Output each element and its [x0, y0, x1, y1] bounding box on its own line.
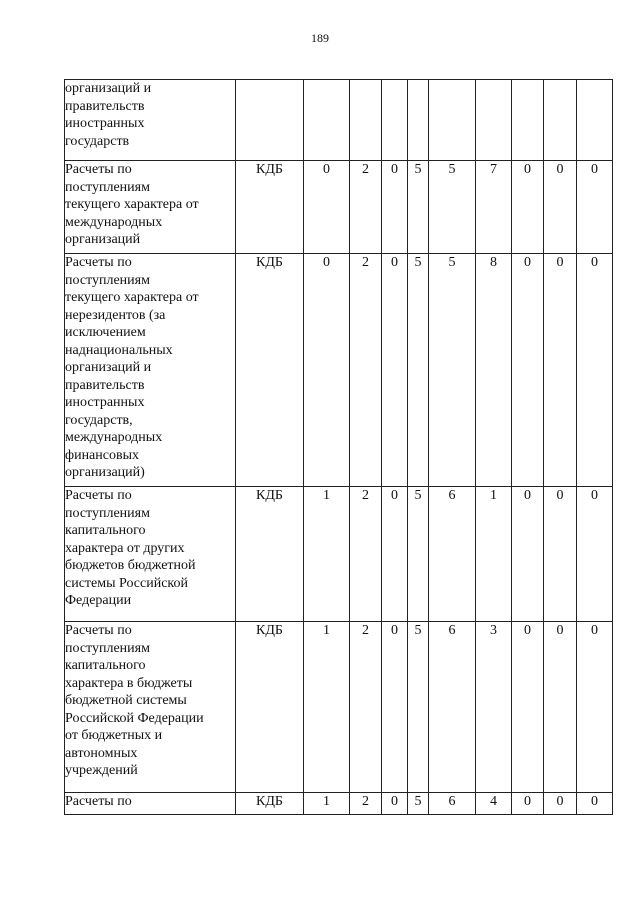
- digit-cell: 2: [350, 793, 382, 815]
- digit-cell: [429, 80, 476, 161]
- code-cell: КДБ: [236, 793, 304, 815]
- digit-cell: 5: [408, 622, 429, 793]
- row-name-line: Расчеты по: [65, 162, 132, 177]
- row-name-line: автономных: [65, 745, 138, 761]
- digit-cell: 5: [429, 254, 476, 487]
- row-name-line: Российской Федерации: [65, 710, 204, 726]
- row-name-line: Расчеты по: [65, 488, 132, 503]
- row-name-line: Федерации: [65, 593, 132, 608]
- digit-cell: 5: [429, 161, 476, 254]
- digit-cell: 0: [544, 161, 577, 254]
- digit-cell: 1: [304, 622, 350, 793]
- digit-cell: 0: [382, 487, 408, 622]
- table-row: [65, 487, 613, 622]
- row-name-line: характера от других: [65, 540, 185, 556]
- row-name-line: бюджетной системы: [65, 693, 187, 708]
- row-name-line: нерезидентов (за: [65, 307, 166, 323]
- code-cell: КДБ: [236, 487, 304, 622]
- digit-cell: 0: [577, 793, 613, 815]
- row-name-line: организаций и: [65, 360, 152, 375]
- digit-cell: 1: [304, 487, 350, 622]
- row-name-cell: [65, 161, 236, 254]
- digit-cell: 0: [512, 622, 544, 793]
- digit-cell: 2: [350, 254, 382, 487]
- row-name-cell: [65, 793, 236, 815]
- row-name-line: финансовых: [65, 447, 139, 463]
- digit-cell: 0: [577, 161, 613, 254]
- row-name-line: международных: [65, 430, 163, 445]
- row-name-cell: [65, 254, 236, 487]
- digit-cell: 0: [544, 487, 577, 622]
- row-name-line: системы Российской: [65, 575, 189, 591]
- digit-cell: 2: [350, 487, 382, 622]
- digit-cell: [350, 80, 382, 161]
- digit-cell: 0: [577, 622, 613, 793]
- digit-cell: 3: [476, 622, 512, 793]
- digit-cell: 0: [304, 254, 350, 487]
- row-name-line: Расчеты по: [65, 623, 132, 638]
- table-row: [65, 622, 613, 793]
- digit-cell: [408, 80, 429, 161]
- table-row: [65, 793, 613, 815]
- digit-cell: 5: [408, 254, 429, 487]
- digit-cell: 6: [429, 622, 476, 793]
- digit-cell: 0: [512, 254, 544, 487]
- digit-cell: 5: [408, 793, 429, 815]
- row-name-cell: [65, 80, 236, 161]
- digit-cell: 0: [512, 161, 544, 254]
- digit-cell: [512, 80, 544, 161]
- digit-cell: 0: [382, 793, 408, 815]
- row-name-line: капитального: [65, 658, 146, 673]
- row-name-line: от бюджетных и: [65, 728, 163, 743]
- digit-cell: [577, 80, 613, 161]
- digit-cell: 0: [512, 487, 544, 622]
- row-name-line: учреждений: [65, 763, 138, 778]
- row-name-line: поступлениям: [65, 179, 150, 195]
- digit-cell: [476, 80, 512, 161]
- row-name-line: организаций: [65, 232, 141, 247]
- row-name-line: поступлениям: [65, 272, 150, 288]
- digit-cell: 2: [350, 622, 382, 793]
- digit-cell: 6: [429, 793, 476, 815]
- row-name-line: текущего характера от: [65, 290, 199, 305]
- row-name-line: государств,: [65, 412, 133, 428]
- digit-cell: [382, 80, 408, 161]
- digit-cell: 0: [304, 161, 350, 254]
- row-name-line: правительств: [65, 98, 145, 114]
- digit-cell: 2: [350, 161, 382, 254]
- code-cell: КДБ: [236, 622, 304, 793]
- digit-cell: 0: [577, 254, 613, 487]
- row-name-line: Расчеты по: [65, 255, 132, 270]
- page-number: 189: [311, 31, 329, 45]
- digit-cell: 5: [408, 487, 429, 622]
- row-name-line: поступлениям: [65, 640, 150, 656]
- digit-cell: 0: [544, 622, 577, 793]
- digit-cell: 8: [476, 254, 512, 487]
- table-row: [65, 254, 613, 487]
- row-name-line: иностранных: [65, 116, 145, 131]
- digit-cell: [544, 80, 577, 161]
- digit-cell: 0: [577, 487, 613, 622]
- digit-cell: 0: [544, 254, 577, 487]
- digit-cell: 0: [512, 793, 544, 815]
- digit-cell: 0: [382, 254, 408, 487]
- digit-cell: 0: [382, 161, 408, 254]
- row-name-cell: [65, 487, 236, 622]
- digit-cell: 7: [476, 161, 512, 254]
- code-cell: КДБ: [236, 254, 304, 487]
- row-name-line: характера в бюджеты: [65, 675, 193, 691]
- row-name-cell: [65, 622, 236, 793]
- digit-cell: 4: [476, 793, 512, 815]
- row-name-line: исключением: [65, 325, 146, 340]
- row-name-line: иностранных: [65, 395, 145, 410]
- row-name-line: организаций и: [65, 81, 152, 96]
- row-name-line: текущего характера от: [65, 197, 199, 212]
- table-row: [65, 161, 613, 254]
- row-name-line: наднациональных: [65, 342, 173, 358]
- digit-cell: 5: [408, 161, 429, 254]
- code-cell: КДБ: [236, 161, 304, 254]
- code-cell: [236, 80, 304, 161]
- digit-cell: 1: [304, 793, 350, 815]
- digit-cell: 1: [476, 487, 512, 622]
- digit-cell: 0: [382, 622, 408, 793]
- row-name-line: организаций): [65, 465, 145, 480]
- table-row-continuation: [65, 80, 613, 161]
- digit-cell: [304, 80, 350, 161]
- digit-cell: 0: [544, 793, 577, 815]
- classification-table: [64, 79, 613, 815]
- row-name-line: поступлениям: [65, 505, 150, 521]
- row-name-line: правительств: [65, 377, 145, 393]
- row-name-line: бюджетов бюджетной: [65, 558, 196, 573]
- row-name-line: Расчеты по: [65, 794, 132, 809]
- row-name-line: капитального: [65, 523, 146, 538]
- row-name-line: государств: [65, 133, 130, 149]
- row-name-line: международных: [65, 214, 163, 230]
- digit-cell: 6: [429, 487, 476, 622]
